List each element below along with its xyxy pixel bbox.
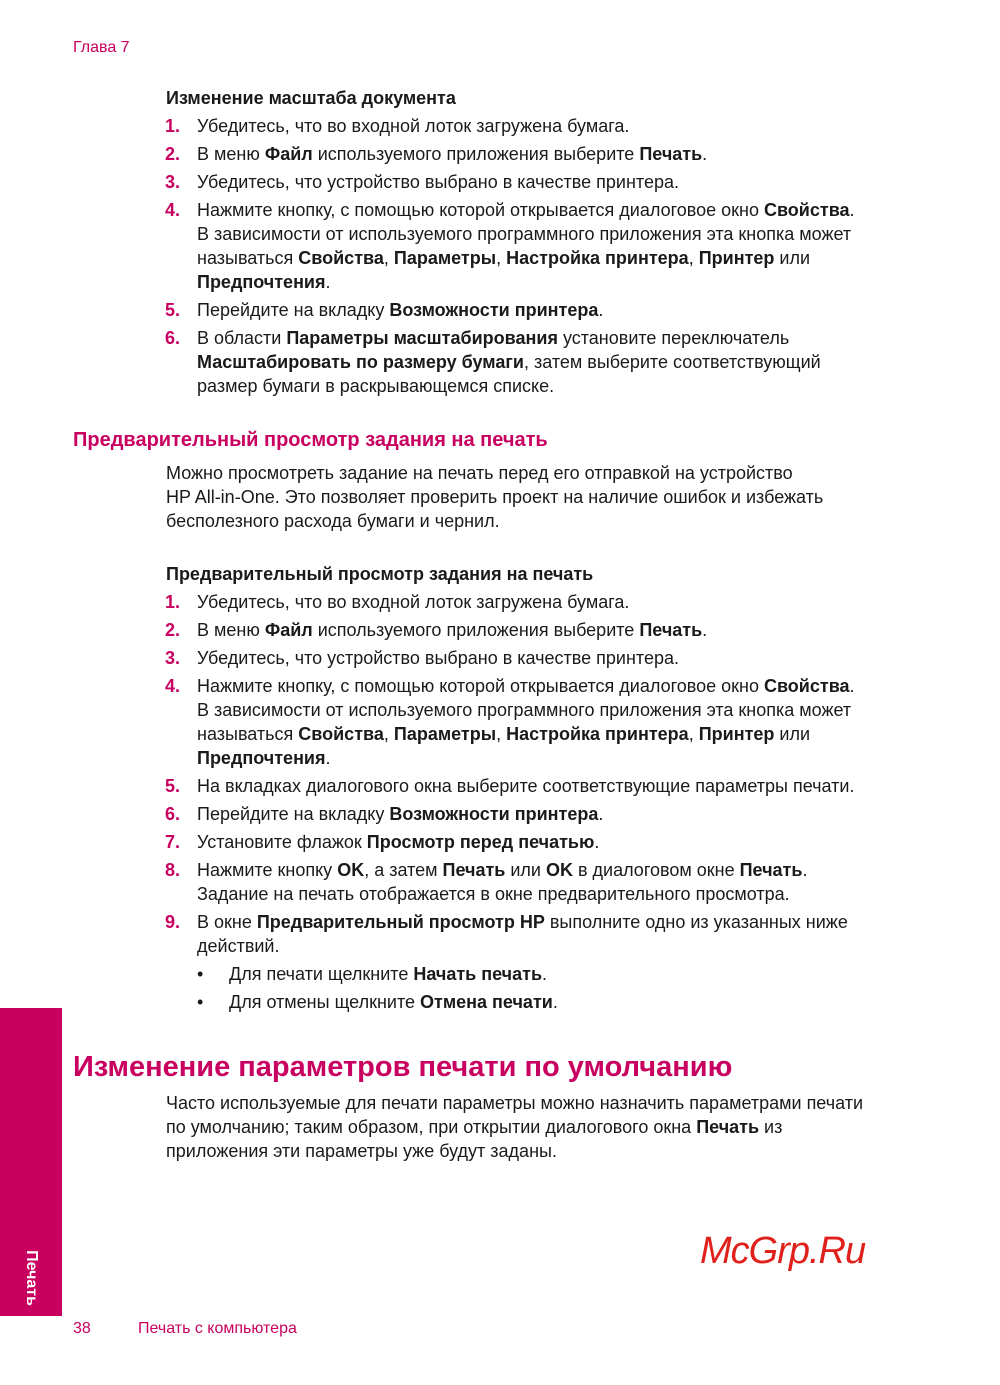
text-span: Для печати щелкните (229, 964, 414, 984)
text-line (197, 222, 1000, 246)
bold-text: Настройка принтера (506, 248, 689, 268)
text-span: . (594, 832, 600, 852)
procedure-heading: Изменение масштаба документа (166, 88, 456, 108)
text-line (197, 298, 1000, 322)
text-span: Убедитесь, что во входной лоток загружена бумага. (197, 592, 630, 612)
text-span: В меню (197, 144, 265, 164)
text-line (166, 1139, 1000, 1163)
text-span: , затем выберите соответствующий (523, 352, 821, 372)
list-item (165, 674, 1000, 770)
bold-text: Файл (264, 620, 313, 640)
text-span: . (849, 676, 855, 696)
text-line (197, 830, 1000, 854)
text-span: Для отмены щелкните (229, 992, 421, 1012)
watermark: McGrp.Ru (700, 1230, 866, 1272)
bold-text: Свойства (763, 200, 850, 220)
text-span: В области (197, 328, 287, 348)
text-span: или (505, 860, 546, 880)
text-span: установите переключатель (557, 328, 790, 348)
text-line (197, 270, 1000, 294)
bold-text: Предварительный просмотр HP (256, 912, 545, 932)
bold-text: Настройка принтера (506, 724, 689, 744)
item-number: 1. (165, 116, 181, 136)
bold-text: Файл (264, 144, 313, 164)
list-item (165, 590, 1000, 614)
text-span: называться (197, 248, 299, 268)
list-item (165, 910, 1000, 958)
bold-text: Просмотр перед печатью (366, 832, 595, 852)
text-span: выполните одно из указанных ниже (544, 912, 848, 932)
item-number: 6. (165, 328, 181, 348)
text-line (197, 114, 1000, 138)
text-line (166, 485, 1000, 509)
item-number: 5. (165, 776, 181, 796)
text-span: приложения эти параметры уже будут заданы. (166, 1141, 557, 1161)
text-line (166, 1091, 1000, 1115)
text-span: . (552, 992, 558, 1012)
item-number: 3. (165, 648, 181, 668)
text-span: , (688, 724, 699, 744)
text-line (197, 910, 1000, 934)
text-span: В меню (197, 620, 265, 640)
bold-text: Печать (639, 144, 703, 164)
text-span: из (759, 1117, 783, 1137)
bold-text: OK (337, 860, 365, 880)
text-line (197, 882, 1000, 906)
text-line (229, 990, 1000, 1014)
text-span: Можно просмотреть задание на печать перед его отправкой на устройство (166, 463, 793, 483)
bold-text: Печать (739, 860, 803, 880)
bold-text: Печать (639, 620, 703, 640)
footer-section-title: Печать с компьютера (138, 1320, 297, 1337)
text-span: Убедитесь, что устройство выбрано в качестве принтера. (197, 172, 679, 192)
text-span: . (325, 748, 331, 768)
item-number: 9. (165, 912, 181, 932)
text-span: . (598, 804, 604, 824)
text-span: Установите флажок (197, 832, 367, 852)
procedure-heading: Предварительный просмотр задания на печать (166, 564, 594, 584)
item-number: 6. (165, 804, 181, 824)
text-span: , (496, 248, 507, 268)
text-span: используемого приложения выберите (312, 144, 640, 164)
list-item (165, 774, 1000, 798)
item-number: 1. (165, 592, 181, 612)
list-item (165, 114, 1000, 138)
text-span: HP All-in-One. Это позволяет проверить проект на наличие ошибок и избежать (166, 487, 824, 507)
text-line (197, 326, 1000, 350)
text-span: На вкладках диалогового окна выберите соответствующие параметры печати. (197, 776, 855, 796)
bullet-icon: • (197, 992, 204, 1012)
text-span: размер бумаги в раскрывающемся списке. (197, 376, 555, 396)
item-number: 5. (165, 300, 181, 320)
text-span: , (496, 724, 507, 744)
paragraph (166, 461, 1000, 533)
bold-text: Параметры (393, 724, 497, 744)
list-item (165, 830, 1000, 854)
page-content (0, 86, 1000, 1163)
bullet-icon: • (197, 964, 204, 984)
text-line (197, 374, 1000, 398)
text-line (197, 646, 1000, 670)
text-line (197, 858, 1000, 882)
text-span: Нажмите кнопку, с помощью которой открывается диалоговое окно (197, 676, 764, 696)
list-item (165, 802, 1000, 826)
text-span: . (325, 272, 331, 292)
text-line (197, 674, 1000, 698)
bold-text: Параметры масштабирования (286, 328, 558, 348)
text-span: или (774, 248, 811, 268)
text-line (197, 722, 1000, 746)
text-span: . (598, 300, 604, 320)
text-line (197, 746, 1000, 770)
list-item (165, 198, 1000, 294)
list-item (165, 618, 1000, 642)
text-line (166, 461, 1000, 485)
bold-text: Начать печать (413, 964, 543, 984)
text-span: , (688, 248, 699, 268)
text-span: , а затем (364, 860, 443, 880)
text-span: используемого приложения выберите (312, 620, 640, 640)
text-span: Нажмите кнопку (197, 860, 338, 880)
text-span: или (774, 724, 811, 744)
list-item (165, 170, 1000, 194)
section-heading: Изменение параметров печати по умолчанию (73, 1051, 733, 1083)
text-span: Часто используемые для печати параметры можно назначить параметрами печати (166, 1093, 864, 1113)
bold-text: OK (545, 860, 573, 880)
bold-text: Предпочтения (197, 748, 326, 768)
bold-text: Масштабировать по размеру бумаги (197, 352, 524, 372)
text-line (197, 350, 1000, 374)
list-item (165, 646, 1000, 670)
text-span: Перейдите на вкладку (197, 804, 390, 824)
text-span: по умолчанию; таким образом, при открытии диалогового окна (166, 1117, 697, 1137)
text-span: Нажмите кнопку, с помощью которой открывается диалоговое окно (197, 200, 764, 220)
bold-text: Возможности принтера (389, 804, 599, 824)
text-span: . (802, 860, 808, 880)
item-number: 4. (165, 200, 181, 220)
bold-text: Принтер (698, 724, 775, 744)
text-line (197, 142, 1000, 166)
page-number: 38 (73, 1320, 91, 1337)
text-span: В зависимости от используемого программного приложения эта кнопка может (197, 224, 852, 244)
text-span: , (383, 248, 394, 268)
bold-text: Предпочтения (197, 272, 326, 292)
text-line (197, 698, 1000, 722)
list-item (165, 298, 1000, 322)
bullet-item (197, 990, 1000, 1014)
item-number: 2. (165, 620, 181, 640)
bold-text: Печать (442, 860, 506, 880)
text-line (229, 962, 1000, 986)
item-number: 4. (165, 676, 181, 696)
text-span: . (702, 620, 708, 640)
bold-text: Свойства (298, 724, 384, 744)
text-line (197, 170, 1000, 194)
text-line (166, 1115, 1000, 1139)
text-span: бесполезного расхода бумаги и чернил. (166, 511, 500, 531)
bullet-item (197, 962, 1000, 986)
text-span: . (542, 964, 548, 984)
text-span: в диалоговом окне (572, 860, 740, 880)
list-item (165, 326, 1000, 398)
list-item (165, 142, 1000, 166)
paragraph (166, 1091, 1000, 1163)
list-item (165, 858, 1000, 906)
text-span: Убедитесь, что устройство выбрано в качестве принтера. (197, 648, 679, 668)
text-line (197, 590, 1000, 614)
text-span: действий. (197, 936, 280, 956)
text-line (197, 198, 1000, 222)
text-line (166, 509, 1000, 533)
bold-text: Параметры (393, 248, 497, 268)
text-span: В окне (197, 912, 257, 932)
text-span: В зависимости от используемого программного приложения эта кнопка может (197, 700, 852, 720)
text-span: Задание на печать отображается в окне предварительного просмотра. (197, 884, 790, 904)
text-span: называться (197, 724, 299, 744)
text-line (197, 246, 1000, 270)
text-span: . (702, 144, 708, 164)
text-line (197, 774, 1000, 798)
bold-text: Отмена печати (420, 992, 553, 1012)
bold-text: Принтер (698, 248, 775, 268)
subsection-heading: Предварительный просмотр задания на печать (73, 429, 548, 451)
bold-text: Возможности принтера (389, 300, 599, 320)
text-span: Перейдите на вкладку (197, 300, 390, 320)
text-line (197, 802, 1000, 826)
text-line (197, 934, 1000, 958)
side-tab-label: Печать (23, 1250, 40, 1306)
text-line (197, 618, 1000, 642)
text-span: , (383, 724, 394, 744)
text-span: Убедитесь, что во входной лоток загружена бумага. (197, 116, 630, 136)
item-number: 7. (165, 832, 181, 852)
chapter-label: Глава 7 (73, 39, 130, 56)
bold-text: Печать (696, 1117, 760, 1137)
bold-text: Свойства (763, 676, 850, 696)
item-number: 8. (165, 860, 181, 880)
bold-text: Свойства (298, 248, 384, 268)
item-number: 3. (165, 172, 181, 192)
item-number: 2. (165, 144, 181, 164)
text-span: . (849, 200, 855, 220)
